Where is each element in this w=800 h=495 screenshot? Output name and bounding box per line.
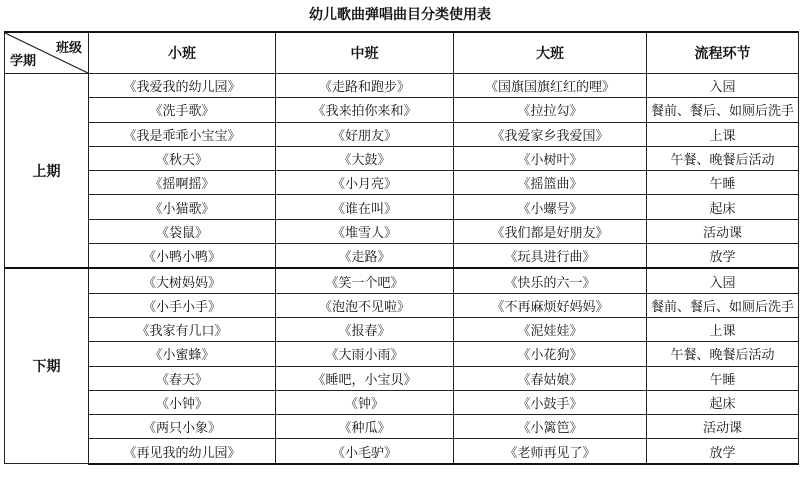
- middle-class-song: 《小月亮》: [276, 171, 454, 195]
- table-body: [5, 74, 799, 464]
- big-class-song: 《我们都是好朋友》: [454, 219, 647, 243]
- big-class-song: 《摇篮曲》: [454, 171, 647, 195]
- term-label: 上期: [5, 74, 89, 269]
- middle-class-song: 《泡泡不见啦》: [276, 293, 454, 317]
- routine-step: 起床: [647, 195, 799, 219]
- big-class-song: 《老师再见了》: [454, 439, 647, 464]
- table-row: [5, 268, 799, 293]
- small-class-song: 《摇啊摇》: [89, 171, 276, 195]
- small-class-song: 《春天》: [89, 366, 276, 390]
- routine-step: 餐前、餐后、如厕后洗手: [647, 293, 799, 317]
- middle-class-song: 《睡吧，小宝贝》: [276, 366, 454, 390]
- routine-step: 活动课: [647, 415, 799, 439]
- big-class-song: 《泥娃娃》: [454, 317, 647, 341]
- table-row: [5, 219, 799, 243]
- small-class-song: 《秋天》: [89, 146, 276, 170]
- table-row: [5, 195, 799, 219]
- table-row: [5, 415, 799, 439]
- big-class-song: 《不再麻烦好妈妈》: [454, 293, 647, 317]
- routine-step: 放学: [647, 439, 799, 464]
- routine-step: 放学: [647, 244, 799, 269]
- middle-class-song: 《小毛驴》: [276, 439, 454, 464]
- middle-class-song: 《种瓜》: [276, 415, 454, 439]
- routine-step: 餐前、餐后、如厕后洗手: [647, 98, 799, 122]
- big-class-song: 《快乐的六一》: [454, 268, 647, 293]
- column-header-middle-class: 中班: [276, 32, 454, 74]
- big-class-song: 《玩具进行曲》: [454, 244, 647, 269]
- small-class-song: 《洗手歌》: [89, 98, 276, 122]
- column-header-small-class: 小班: [89, 32, 276, 74]
- small-class-song: 《小猫歌》: [89, 195, 276, 219]
- big-class-song: 《拉拉勾》: [454, 98, 647, 122]
- column-header-routine: 流程环节: [647, 32, 799, 74]
- page-title: 幼儿歌曲弹唱曲目分类使用表: [309, 7, 491, 23]
- big-class-song: 《春姑娘》: [454, 366, 647, 390]
- routine-step: 午睡: [647, 171, 799, 195]
- small-class-song: 《小钟》: [89, 390, 276, 414]
- table-row: [5, 317, 799, 341]
- small-class-song: 《我是乖乖小宝宝》: [89, 122, 276, 146]
- big-class-song: 《我爱家乡我爱国》: [454, 122, 647, 146]
- song-table: [4, 31, 799, 465]
- middle-class-song: 《好朋友》: [276, 122, 454, 146]
- term-label: 下期: [5, 268, 89, 463]
- table-row: [5, 390, 799, 414]
- corner-class-label: 班级: [55, 41, 82, 56]
- corner-header: [5, 32, 89, 74]
- table-row: [5, 342, 799, 366]
- table-row: [5, 74, 799, 98]
- table-row: [5, 171, 799, 195]
- routine-step: 活动课: [647, 219, 799, 243]
- routine-step: 上课: [647, 317, 799, 341]
- big-class-song: 《小螺号》: [454, 195, 647, 219]
- routine-step: 午餐、晚餐后活动: [647, 146, 799, 170]
- middle-class-song: 《大鼓》: [276, 146, 454, 170]
- middle-class-song: 《我来拍你来和》: [276, 98, 454, 122]
- header-row: [5, 32, 799, 74]
- small-class-song: 《我家有几口》: [89, 317, 276, 341]
- table-row: [5, 366, 799, 390]
- routine-step: 入园: [647, 74, 799, 98]
- small-class-song: 《袋鼠》: [89, 219, 276, 243]
- middle-class-song: 《谁在叫》: [276, 195, 454, 219]
- corner-term-label: 学期: [10, 54, 37, 69]
- small-class-song: 《再见我的幼儿园》: [89, 439, 276, 464]
- table-row: [5, 98, 799, 122]
- table-row: [5, 439, 799, 464]
- table-row: [5, 293, 799, 317]
- small-class-song: 《我爱我的幼儿园》: [89, 74, 276, 98]
- big-class-song: 《小篱笆》: [454, 415, 647, 439]
- routine-step: 午睡: [647, 366, 799, 390]
- routine-step: 起床: [647, 390, 799, 414]
- column-header-big-class: 大班: [454, 32, 647, 74]
- small-class-song: 《大树妈妈》: [89, 268, 276, 293]
- middle-class-song: 《报春》: [276, 317, 454, 341]
- small-class-song: 《小鸭小鸭》: [89, 244, 276, 269]
- routine-step: 上课: [647, 122, 799, 146]
- routine-step: 入园: [647, 268, 799, 293]
- big-class-song: 《小鼓手》: [454, 390, 647, 414]
- middle-class-song: 《钟》: [276, 390, 454, 414]
- middle-class-song: 《笑一个吧》: [276, 268, 454, 293]
- middle-class-song: 《走路》: [276, 244, 454, 269]
- middle-class-song: 《走路和跑步》: [276, 74, 454, 98]
- big-class-song: 《小花狗》: [454, 342, 647, 366]
- big-class-song: 《小树叶》: [454, 146, 647, 170]
- small-class-song: 《小蜜蜂》: [89, 342, 276, 366]
- table-row: [5, 122, 799, 146]
- table-row: [5, 244, 799, 269]
- middle-class-song: 《堆雪人》: [276, 219, 454, 243]
- small-class-song: 《小手小手》: [89, 293, 276, 317]
- routine-step: 午餐、晚餐后活动: [647, 342, 799, 366]
- big-class-song: 《国旗国旗红红的哩》: [454, 74, 647, 98]
- middle-class-song: 《大雨小雨》: [276, 342, 454, 366]
- table-row: [5, 146, 799, 170]
- small-class-song: 《两只小象》: [89, 415, 276, 439]
